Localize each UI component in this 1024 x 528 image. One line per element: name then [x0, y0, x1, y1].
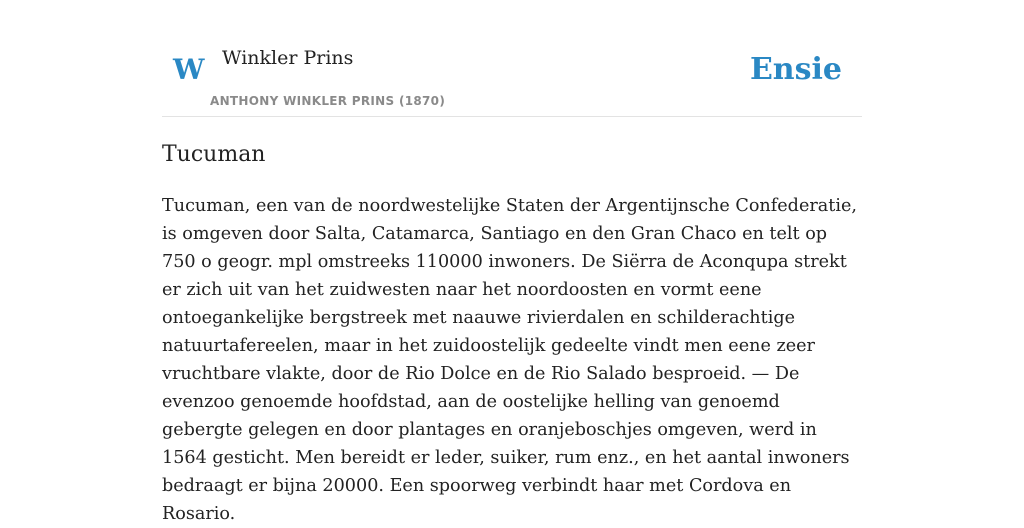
- site-title[interactable]: Winkler Prins: [222, 47, 354, 69]
- winkler-prins-logo[interactable]: W: [173, 53, 205, 86]
- ensie-logo[interactable]: Ensie: [749, 52, 842, 87]
- article-body: Tucuman, een van de noordwestelijke Staten der Argentijnsche Confederatie, is omgeven door Salta, Catamarca, Santiago en den Gran Chaco en telt op 750 o geogr. mpl omstreeks 110000 inwoners. De Siërra de Aconqupa strekt er zich uit van het zuidwesten naar het noordoosten en vormt eene ontoegankelijke bergstreek met naauwe rivierdalen en schilderachtige natuurtafereelen, maar in het zuidoostelijk gedeelte vindt men eene zeer vruchtbare vlakte, door de Rio Dolce en de Rio Salado besproeid. — De evenzoo genoemde hoofdstad, aan de oostelijke helling van genoemd gebergte gelegen en door plantages en oranjeboschjes omgeven, werd in 1564 gesticht. Men bereidt er leder, suiker, rum enz., en het aantal inwoners bedraagt er bijna 20000. Een spoorweg verbindt haar met Cordova en Rosario.: [162, 196, 857, 524]
- source-subtitle: ANTHONY WINKLER PRINS (1870): [210, 94, 446, 108]
- header: [162, 0, 862, 117]
- article-title: Tucuman: [162, 142, 266, 167]
